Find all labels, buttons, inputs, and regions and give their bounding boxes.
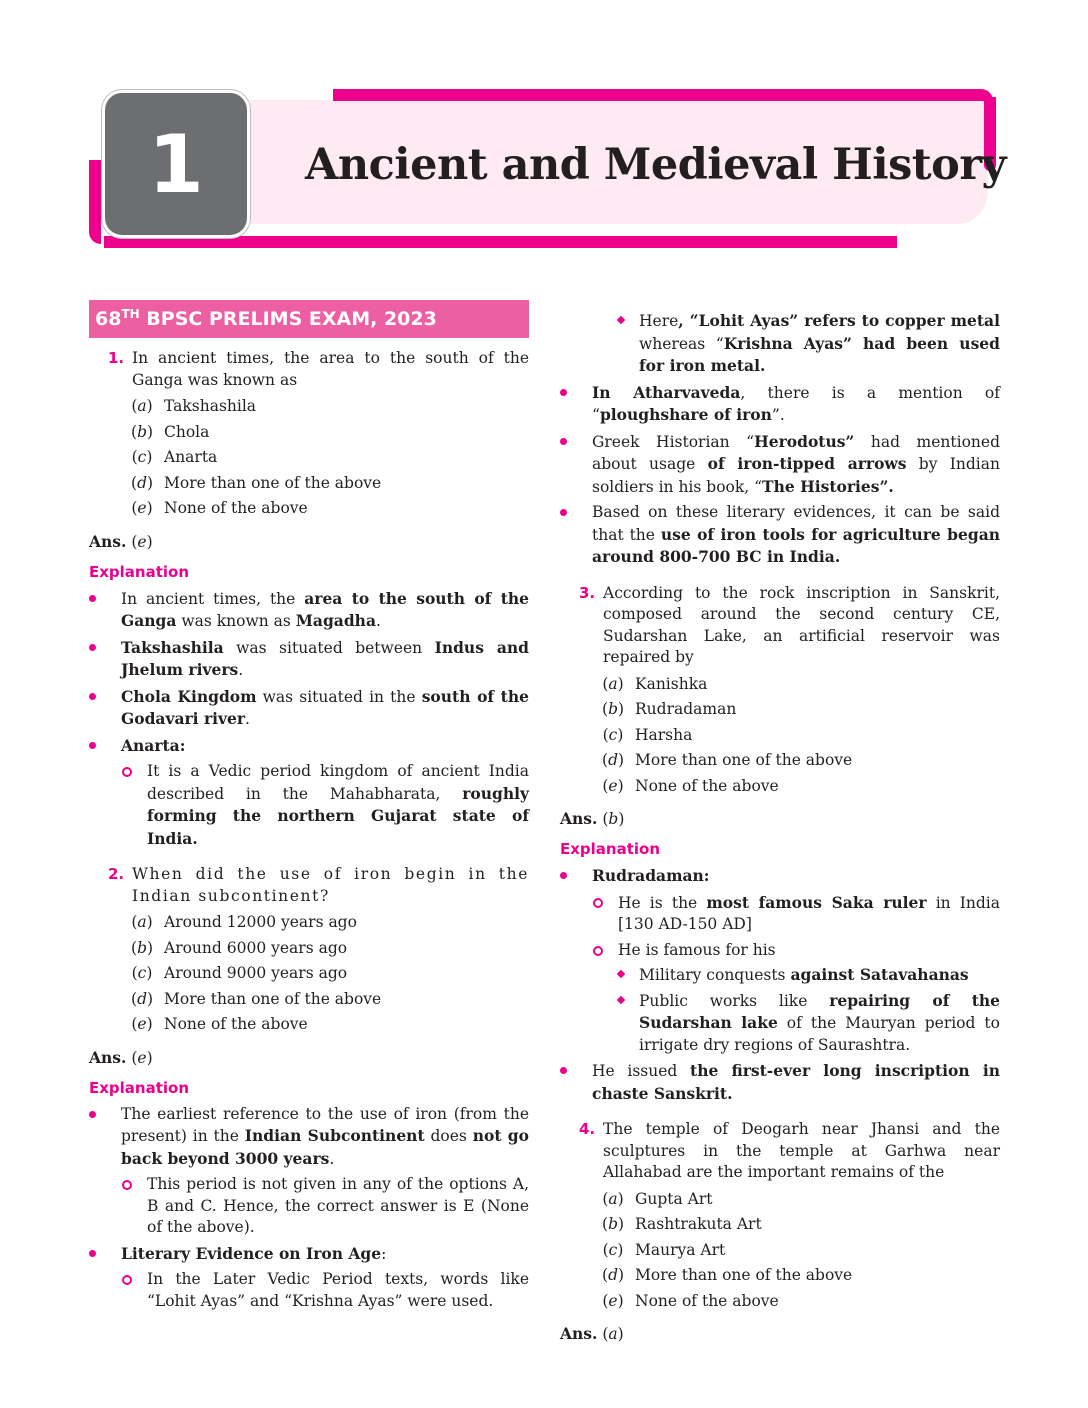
answer-label: Ans.: [89, 1047, 127, 1067]
option-letter: c: [608, 1240, 618, 1259]
option-letter: b: [608, 1215, 618, 1233]
question-text: In ancient times, the area to the south of the Ganga was known as: [132, 349, 529, 389]
option-letter: b: [137, 938, 147, 957]
option-text: Maurya Art: [635, 1240, 726, 1259]
explanation-bullet: Chola Kingdom was situated in the south of the Godavari river.: [89, 686, 529, 731]
question-number: 4.: [579, 1120, 596, 1138]
option-text: None of the above: [164, 1015, 308, 1033]
option-letter: b: [137, 422, 147, 441]
option: (c) Around 9000 years ago: [131, 964, 348, 982]
bullet-dot-icon: [560, 1067, 567, 1074]
bullet-dot-icon: [560, 872, 567, 879]
explanation-bullet: Literary Evidence on Iron Age:: [89, 1243, 529, 1266]
answer-label: Ans.: [89, 531, 127, 551]
bullet-dot-icon: [89, 595, 96, 602]
bullet-circle-icon: [122, 767, 132, 777]
explanation-bullet: Takshashila was situated between Indus and Jhelum rivers.: [89, 637, 529, 682]
option: (b) Chola: [131, 422, 210, 441]
bullet-circle-icon: [593, 946, 603, 956]
bullet-diamond-icon: [617, 316, 625, 324]
option: (b) Rashtrakuta Art: [602, 1215, 762, 1233]
bullet-dot-icon: [89, 644, 96, 651]
option-letter: c: [137, 448, 147, 466]
header-accent-line-top: [333, 89, 993, 101]
explanation-sub-bullet: It is a Vedic period kingdom of ancient India described in the Mahabharata, roughly forming the northern Gujarat state of India.: [89, 761, 529, 850]
option: (e) None of the above: [131, 1015, 308, 1033]
answer-value: b: [608, 810, 619, 828]
bullet-dot-icon: [89, 742, 96, 749]
right-column: [560, 310, 1000, 1346]
left-column: [89, 300, 529, 1312]
option-letter: e: [137, 499, 147, 517]
option-letter: a: [608, 1189, 618, 1208]
explanation-bullet: The earliest reference to the use of iron (from the present) in the Indian Subcontinent does not go back beyond 3000 years.: [89, 1104, 529, 1171]
option-letter: d: [608, 751, 618, 769]
option-text: None of the above: [635, 1291, 779, 1310]
option-text: Anarta: [164, 448, 218, 466]
question-number: 1.: [108, 349, 125, 367]
option: (c) Anarta: [131, 448, 218, 466]
option-text: Kanishka: [635, 674, 708, 693]
option: (d) More than one of the above: [602, 751, 853, 769]
question-number: 2.: [108, 865, 125, 883]
explanation-heading: Explanation: [560, 840, 661, 858]
option: (d) More than one of the above: [131, 473, 382, 492]
answer-label: Ans.: [560, 809, 598, 828]
bullet-dot-icon: [89, 1250, 96, 1257]
question-4: [560, 1119, 1000, 1184]
option-text: More than one of the above: [635, 751, 853, 769]
question-3: [560, 583, 1000, 669]
bullet-circle-icon: [122, 1180, 132, 1190]
header-accent-line-left: [89, 160, 101, 244]
question-text: According to the rock inscription in Sanskrit, composed around the second century CE, Sudarshan Lake, an artificial reservoir was repaired by: [603, 583, 1000, 666]
option: (a) Kanishka: [602, 674, 708, 693]
explanation-sub-bullet: He is the most famous Saka ruler in India [130 AD-150 AD]: [560, 892, 1000, 936]
question-2-options: [89, 910, 529, 1038]
option: (c) Harsha: [602, 725, 693, 744]
option: (a) Takshashila: [131, 397, 257, 415]
explanation-bullet: He issued the first-ever long inscription in chaste Sanskrit.: [560, 1060, 1000, 1105]
option: (d) More than one of the above: [131, 989, 382, 1008]
option: (d) More than one of the above: [602, 1266, 853, 1284]
option-letter: e: [608, 1291, 618, 1310]
bullet-dot-icon: [89, 1111, 96, 1118]
option-letter: e: [608, 776, 618, 795]
bullet-dot-icon: [560, 389, 567, 396]
option: (a) Around 12000 years ago: [131, 913, 357, 931]
answer: Ans. (e): [89, 1047, 153, 1067]
section-heading-sup: TH: [121, 307, 140, 321]
option: (e) None of the above: [602, 1291, 779, 1310]
option: (e) None of the above: [602, 776, 779, 795]
question-1: [89, 348, 529, 391]
option-letter: a: [137, 397, 147, 415]
explanation-sub-sub-bullet: Here, “Lohit Ayas” refers to copper metal whereas “Krishna Ayas” had been used for iron metal.: [560, 310, 1000, 378]
option-letter: d: [137, 989, 147, 1008]
option-text: Around 6000 years ago: [164, 938, 348, 957]
bullet-diamond-icon: [617, 995, 625, 1003]
chapter-title: Ancient and Medieval History: [305, 140, 1006, 190]
answer-value: e: [137, 532, 147, 551]
option-letter: e: [137, 1015, 147, 1033]
option-text: Rashtrakuta Art: [635, 1215, 762, 1233]
explanation-heading: Explanation: [89, 1078, 190, 1097]
option: (b) Around 6000 years ago: [131, 938, 348, 957]
question-1-options: [89, 394, 529, 522]
bullet-circle-icon: [122, 1275, 132, 1285]
question-3-options: [560, 672, 1000, 800]
question-4-options: [560, 1187, 1000, 1315]
explanation-sub-sub-bullet: Military conquests against Satavahanas: [560, 964, 1000, 987]
option-letter: a: [137, 913, 147, 931]
explanation-bullet: In Atharvaveda, there is a mention of “ploughshare of iron”.: [560, 382, 1000, 427]
question-text: When did the use of iron begin in the Indian subcontinent?: [132, 865, 529, 905]
option: (a) Gupta Art: [602, 1189, 713, 1208]
explanation-sub-bullet: He is famous for his: [560, 940, 1000, 962]
option-letter: a: [608, 674, 618, 693]
option-letter: b: [608, 700, 618, 718]
explanation-bullet: Greek Historian “Herodotus” had mentioned about usage of iron-tipped arrows by Indian soldiers in his book, “The Histories”.: [560, 431, 1000, 499]
option: (b) Rudradaman: [602, 700, 737, 718]
option-letter: d: [608, 1266, 618, 1284]
explanation-heading: Explanation: [89, 562, 190, 581]
explanation-sub-bullet: This period is not given in any of the options A, B and C. Hence, the correct answer is E (None of the above).: [89, 1174, 529, 1239]
bullet-dot-icon: [89, 693, 96, 700]
answer: Ans. (a): [560, 1324, 624, 1343]
option-text: Around 9000 years ago: [164, 964, 348, 982]
answer: Ans. (e): [89, 531, 153, 551]
option-text: Chola: [164, 422, 210, 441]
option-text: More than one of the above: [635, 1266, 853, 1284]
question-text: The temple of Deogarh near Jhansi and the sculptures in the temple at Garhwa near Allahabad are the important remains of the: [603, 1120, 1000, 1181]
bullet-dot-icon: [560, 438, 567, 445]
option-letter: d: [137, 473, 147, 492]
option-text: None of the above: [635, 776, 779, 795]
question-number: 3.: [579, 583, 596, 602]
option-text: Around 12000 years ago: [164, 913, 357, 931]
explanation-bullet: In ancient times, the area to the south of the Ganga was known as Magadha.: [89, 588, 529, 633]
bullet-circle-icon: [593, 898, 603, 908]
option-letter: c: [608, 725, 618, 744]
option-text: Rudradaman: [635, 700, 737, 718]
section-heading-text: BPSC PRELIMS EXAM, 2023: [139, 308, 437, 330]
explanation-sub-sub-bullet: Public works like repairing of the Sudarshan lake of the Mauryan period to irrigate dry regions of Saurashtra.: [560, 990, 1000, 1057]
option-text: More than one of the above: [164, 473, 382, 492]
bullet-diamond-icon: [617, 970, 625, 978]
option-letter: c: [137, 964, 147, 982]
bullet-dot-icon: [560, 509, 567, 516]
option: (c) Maurya Art: [602, 1240, 726, 1259]
option-text: Takshashila: [164, 397, 257, 415]
section-heading: [89, 300, 529, 338]
option-text: Harsha: [635, 725, 693, 744]
explanation-bullet: Rudradaman:: [560, 865, 1000, 888]
option: (e) None of the above: [131, 499, 308, 517]
option-text: Gupta Art: [635, 1189, 713, 1208]
answer: Ans. (b): [560, 809, 625, 828]
option-text: More than one of the above: [164, 989, 382, 1008]
explanation-bullet: Based on these literary evidences, it can be said that the use of iron tools for agriculture began around 800-700 BC in India.: [560, 502, 1000, 569]
explanation-bullet: Anarta:: [89, 735, 529, 758]
section-heading-number: 68: [95, 308, 122, 330]
explanation-sub-bullet: In the Later Vedic Period texts, words like “Lohit Ayas” and “Krishna Ayas” were used.: [89, 1269, 529, 1312]
chapter-number: 1: [102, 90, 250, 238]
question-2: [89, 864, 529, 907]
answer-value: a: [608, 1325, 618, 1343]
option-text: None of the above: [164, 499, 308, 517]
answer-label: Ans.: [560, 1324, 598, 1343]
answer-value: e: [137, 1048, 147, 1067]
